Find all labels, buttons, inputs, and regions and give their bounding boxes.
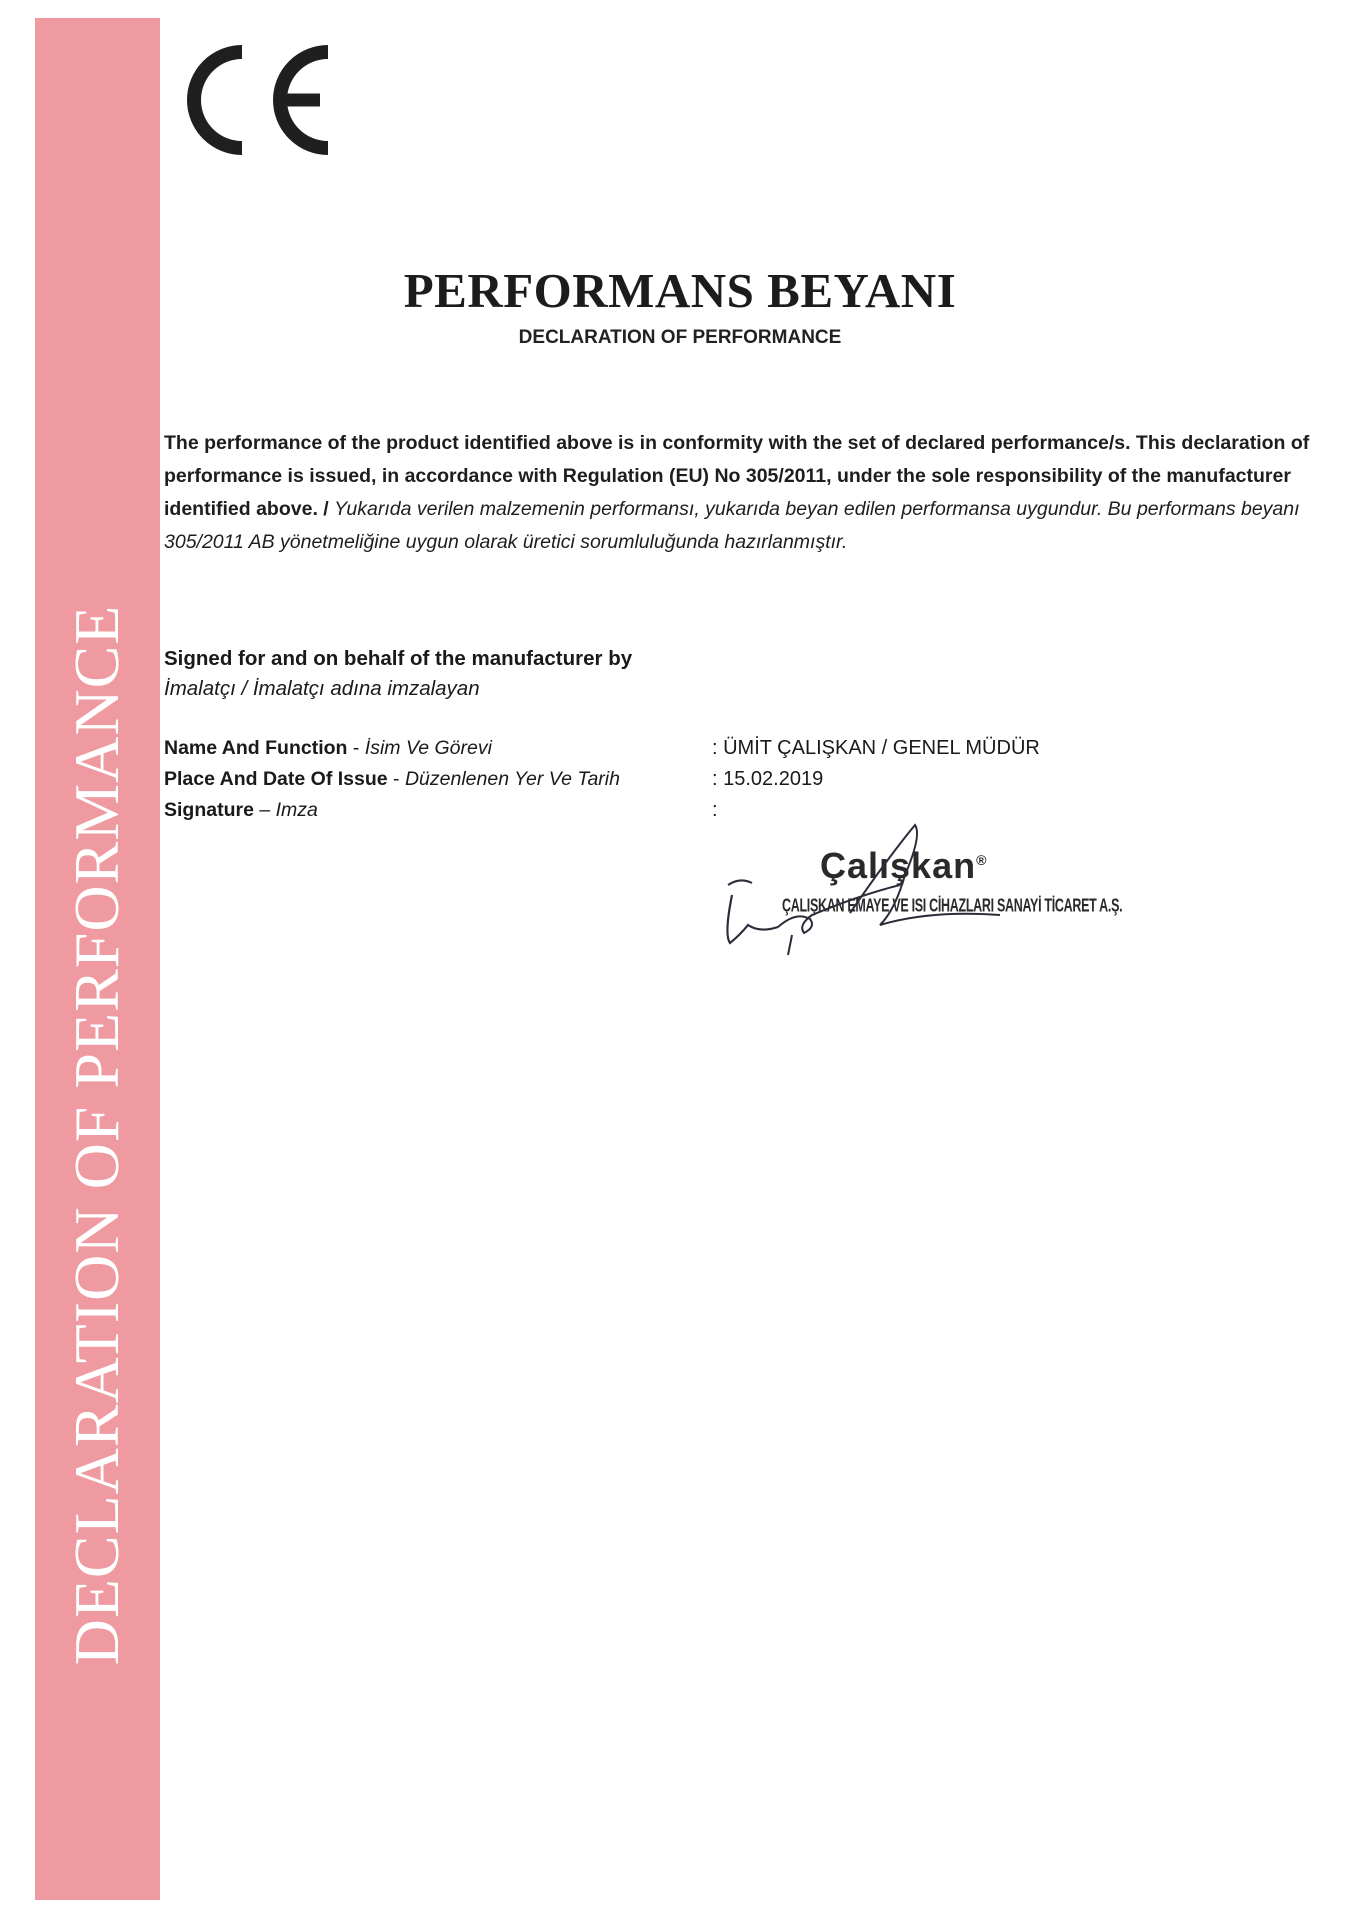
field-label-tr: Düzenlenen Yer Ve Tarih (404, 768, 620, 790)
field-name-function-value: : ÜMİT ÇALIŞKAN / GENEL MÜDÜR (712, 737, 1040, 759)
field-separator: - (387, 768, 405, 790)
declaration-text-en: The performance of the product identified above is in conformity with the set of declared performance/s. This declaration of performance is issued, in accordance with Regulation (EU) No 305/2011, under the sole responsibility of the manufacturer identified above. / (164, 432, 1310, 520)
signed-by-block (164, 644, 632, 704)
declaration-paragraph (164, 427, 1334, 559)
field-label-en: Name And Function (164, 737, 348, 759)
page-title: PERFORMANS BEYANI (403, 263, 957, 318)
field-place-date-label (164, 764, 620, 794)
company-stamp (700, 815, 1123, 965)
field-place-date-value: : 15.02.2019 (712, 768, 824, 790)
registered-mark: ® (976, 852, 988, 868)
field-label-tr: Imza (275, 799, 318, 821)
declaration-text-tr: Yukarıda verilen malzemenin performansı, yukarıda beyan edilen performansa uygundur. Bu performans beyanı 305/2011 AB yönetmeliğine uygun olarak üretici sorumluluğunda hazırlanmıştır. (164, 498, 1300, 553)
field-label-en: Place And Date Of Issue (164, 768, 388, 790)
field-name-function-label (164, 733, 492, 763)
signed-by-en: Signed for and on behalf of the manufacturer by (164, 647, 633, 670)
side-band-text: DECLARATION OF PERFORMANCE (61, 604, 132, 1666)
handwritten-signature-icon (700, 815, 1100, 965)
ce-mark-icon (180, 38, 340, 162)
stamp-brand-name: Çalışkan (820, 845, 977, 886)
field-separator: - (347, 737, 365, 759)
field-label-tr: İsim Ve Görevi (364, 737, 492, 759)
signed-by-tr: İmalatçı / İmalatçı adına imzalayan (164, 677, 480, 700)
stamp-company-name: ÇALIŞKAN EMAYE VE ISI CİHAZLARI SANAYİ TİCARET A.Ş. (782, 895, 1123, 916)
field-separator: – (253, 799, 276, 821)
field-label-en: Signature (164, 799, 254, 821)
field-signature-label (164, 795, 318, 825)
page-subtitle: DECLARATION OF PERFORMANCE (518, 327, 842, 348)
field-signature-value: : (712, 799, 718, 821)
